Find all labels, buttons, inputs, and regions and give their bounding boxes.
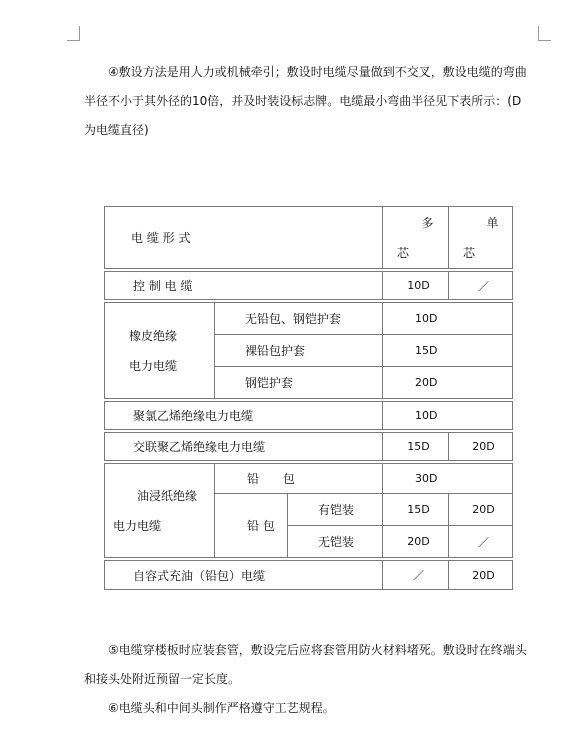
oil-lead-label: 铅 包 [215, 464, 383, 494]
paragraph-laying-method: ④敷设方法是用人力或机械牵引；敷设时电缆尽量做到不交叉，敷设电缆的弯曲半径不小于其外径的10倍，并及时装设标志牌。电缆最小弯曲半径见下表所示：(D 为电缆直径) [84, 65, 527, 137]
header-multi-core-b: 芯 [397, 245, 410, 260]
pvc-multi-value: 10D [383, 402, 513, 430]
paragraph-floor-sleeve: ⑤电缆穿楼板时应装套管，敷设完后应将套管用防火材料堵死。敷设时在终端头和接头处附近预留一定长度。 [84, 643, 527, 686]
header-multi-core-a: 多 [421, 215, 434, 230]
page-corner-mark-right [538, 26, 551, 41]
header-single-core-b: 芯 [463, 245, 476, 260]
oil-unarmored-label: 无铠装 [288, 526, 383, 558]
xlpe-single-value: 20D [449, 433, 513, 461]
oil-cable-label [105, 464, 215, 558]
table-row-control [105, 272, 513, 300]
oil-lead-multi: 30D [383, 464, 513, 494]
rubber-sub-3: 钢铠护套 [215, 367, 383, 399]
rubber-label-b: 电力电缆 [129, 358, 178, 373]
rubber-multi-2: 15D [383, 335, 513, 367]
table-row-oil-lead [105, 464, 513, 494]
xlpe-multi-value: 15D [383, 433, 449, 461]
header-single-core [449, 207, 513, 269]
oil-unarmored-multi: 20D [383, 526, 449, 558]
rubber-cable-label [105, 303, 215, 399]
oil-unarmored-single: ／ [449, 526, 513, 558]
bending-radius-table [104, 206, 513, 590]
table-row-selfoil [105, 561, 513, 590]
table-row-xlpe [105, 433, 513, 461]
selfoil-single-value: 20D [449, 561, 513, 590]
table-row-pvc [105, 402, 513, 430]
header-single-core-a: 单 [486, 215, 499, 230]
pvc-cable-label: 聚氯乙烯绝缘电力电缆 [105, 402, 383, 430]
paragraph-cable-head: ⑥电缆头和中间头制作严格遵守工艺规程。 [108, 701, 335, 715]
control-cable-label: 控 制 电 缆 [105, 272, 383, 300]
header-cable-type: 电 缆 形 式 [105, 207, 383, 269]
rubber-sub-2: 裸铅包护套 [215, 335, 383, 367]
oil-label-b: 电力电缆 [113, 518, 162, 533]
selfoil-multi-value: ／ [383, 561, 449, 590]
xlpe-cable-label: 交联聚乙烯绝缘电力电缆 [105, 433, 383, 461]
rubber-label-a: 橡皮绝缘 [129, 328, 178, 343]
rubber-multi-1: 10D [383, 303, 513, 335]
control-single-value: ／ [449, 272, 513, 300]
oil-armored-label: 有铠装 [288, 494, 383, 526]
table-header-row [105, 207, 513, 269]
rubber-sub-1: 无铅包、钢铠护套 [215, 303, 383, 335]
oil-armored-multi: 15D [383, 494, 449, 526]
header-multi-core [383, 207, 449, 269]
oil-lead2-label: 铅 包 [215, 494, 288, 558]
selfoil-cable-label: 自容式充油（铅包）电缆 [105, 561, 383, 590]
page-corner-mark-left [67, 26, 80, 41]
oil-label-a: 油浸纸绝缘 [137, 488, 198, 503]
table-row-rubber-1 [105, 303, 513, 335]
rubber-multi-3: 20D [383, 367, 513, 399]
oil-armored-single: 20D [449, 494, 513, 526]
control-multi-value: 10D [383, 272, 449, 300]
